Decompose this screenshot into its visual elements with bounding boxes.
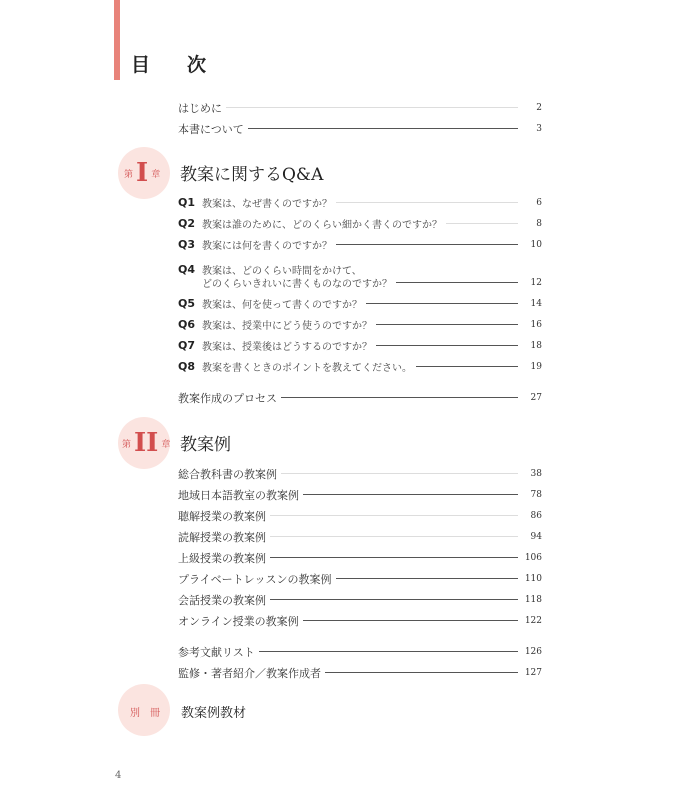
leader-line [336, 202, 518, 203]
leader-line [325, 672, 518, 673]
question-number: Q5 [178, 297, 196, 310]
toc-entry-label: プライベートレッスンの教案例 [178, 572, 332, 586]
toc-entry-page: 78 [530, 489, 542, 500]
toc-entry-page: 2 [536, 102, 542, 113]
chapter-roman: II [134, 428, 159, 458]
toc-entry-page: 27 [530, 392, 542, 403]
toc-entry-label: 監修・著者紹介／教案作成者 [178, 666, 321, 680]
toc-entry-example[interactable] [178, 528, 542, 545]
chapter-suffix: 章 [161, 439, 171, 450]
toc-entry-page: 16 [530, 319, 542, 330]
toc-entry-q3[interactable] [178, 236, 542, 253]
toc-entry-page: 110 [524, 573, 542, 584]
leader-line [226, 107, 518, 108]
toc-entry-page: 127 [524, 667, 542, 678]
title-accent-bar [114, 0, 120, 80]
toc-entry-example[interactable] [178, 612, 542, 629]
toc-entry-q7[interactable] [178, 337, 542, 354]
toc-entry-q5[interactable] [178, 295, 542, 312]
leader-line [376, 324, 518, 325]
toc-entry-label: 本書について [178, 122, 244, 136]
toc-entry-page: 6 [536, 197, 542, 208]
chapter2-title: 教案例 [180, 435, 231, 455]
question-text: 教案は、何を使って書くのですか？ [202, 300, 362, 311]
toc-entry-q8[interactable] [178, 358, 542, 375]
leader-line [336, 244, 518, 245]
leader-line [248, 128, 518, 129]
chapter-prefix: 第 [122, 439, 132, 450]
leader-line [270, 536, 518, 537]
leader-line [270, 557, 518, 558]
question-number: Q2 [178, 217, 196, 230]
toc-entry-page: 12 [530, 277, 542, 288]
leader-line [281, 473, 518, 474]
page-number: 4 [115, 770, 122, 781]
question-number: Q6 [178, 318, 196, 331]
toc-entry-label: 教案作成のプロセス [178, 391, 277, 405]
question-number: Q1 [178, 196, 196, 209]
chapter-suffix: 章 [151, 169, 161, 180]
toc-entry-process[interactable] [178, 389, 542, 406]
question-number: Q8 [178, 360, 196, 373]
question-number: Q4 [178, 263, 196, 276]
leader-line [303, 494, 518, 495]
question-text: 教案は、授業後はどうするのですか？ [202, 342, 372, 353]
toc-entry-about[interactable] [178, 120, 542, 137]
toc-entry-example[interactable] [178, 507, 542, 524]
chapter1-mark [124, 158, 160, 188]
toc-entry-page: 122 [524, 615, 542, 626]
appendix-mark: 別 冊 [130, 708, 160, 719]
chapter-prefix: 第 [124, 169, 134, 180]
question-number: Q7 [178, 339, 196, 352]
leader-line [270, 515, 518, 516]
appendix-title: 教案例教材 [181, 706, 247, 721]
leader-line [336, 578, 518, 579]
toc-entry-label: はじめに [178, 101, 222, 115]
toc-entry-example[interactable] [178, 591, 542, 608]
toc-entry-example[interactable] [178, 570, 542, 587]
toc-entry-page: 19 [530, 361, 542, 372]
leader-line [416, 366, 518, 367]
toc-entry-page: 3 [536, 123, 542, 134]
leader-line [396, 282, 518, 283]
toc-entry-page: 118 [524, 594, 542, 605]
leader-line [366, 303, 518, 304]
toc-entry-intro[interactable] [178, 99, 542, 116]
toc-entry-page: 14 [530, 298, 542, 309]
question-text: 教案は、なぜ書くのですか？ [202, 199, 332, 210]
leader-line [303, 620, 518, 621]
toc-entry-page: 106 [524, 552, 542, 563]
toc-entry-page: 18 [530, 340, 542, 351]
toc-entry-references[interactable] [178, 643, 542, 660]
question-text: 教案を書くときのポイントを教えてください。 [202, 363, 412, 374]
toc-entry-label: 地域日本語教室の教案例 [178, 488, 299, 502]
toc-entry-page: 86 [530, 510, 542, 521]
toc-entry-page: 126 [524, 646, 542, 657]
leader-line [270, 599, 518, 600]
chapter2-mark [122, 428, 170, 458]
toc-entry-q1[interactable] [178, 194, 542, 211]
leader-line [446, 223, 518, 224]
toc-entry-page: 94 [530, 531, 542, 542]
question-text-line2: どのくらいきれいに書くものなのですか？ [202, 279, 392, 290]
chapter1-title: 教案に関するQ&A [180, 165, 324, 185]
toc-entry-label: 参考文献リスト [178, 645, 255, 659]
page-title: 目 次 [131, 54, 216, 76]
question-text-line1: 教案は、どのくらい時間をかけて、 [202, 266, 362, 277]
chapter-roman: I [136, 158, 149, 188]
question-number: Q3 [178, 238, 196, 251]
toc-entry-label: オンライン授業の教案例 [178, 614, 299, 628]
toc-entry-label: 総合教科書の教案例 [178, 467, 277, 481]
question-text: 教案は、授業中にどう使うのですか？ [202, 321, 372, 332]
leader-line [259, 651, 518, 652]
question-text: 教案は誰のために、どのくらい細かく書くのですか？ [202, 220, 442, 231]
toc-entry-example[interactable] [178, 486, 542, 503]
toc-entry-page: 38 [530, 468, 542, 479]
toc-entry-example[interactable] [178, 465, 542, 482]
toc-entry-label: 読解授業の教案例 [178, 530, 266, 544]
toc-entry-authors[interactable] [178, 664, 542, 681]
toc-entry-q6[interactable] [178, 316, 542, 333]
leader-line [281, 397, 518, 398]
toc-entry-q2[interactable] [178, 215, 542, 232]
leader-line [376, 345, 518, 346]
toc-entry-page: 8 [536, 218, 542, 229]
toc-entry-example[interactable] [178, 549, 542, 566]
toc-entry-label: 上級授業の教案例 [178, 551, 266, 565]
toc-entry-label: 聴解授業の教案例 [178, 509, 266, 523]
toc-entry-page: 10 [530, 239, 542, 250]
toc-entry-label: 会話授業の教案例 [178, 593, 266, 607]
question-text: 教案には何を書くのですか？ [202, 241, 332, 252]
toc-entry-q4[interactable] [178, 274, 542, 291]
